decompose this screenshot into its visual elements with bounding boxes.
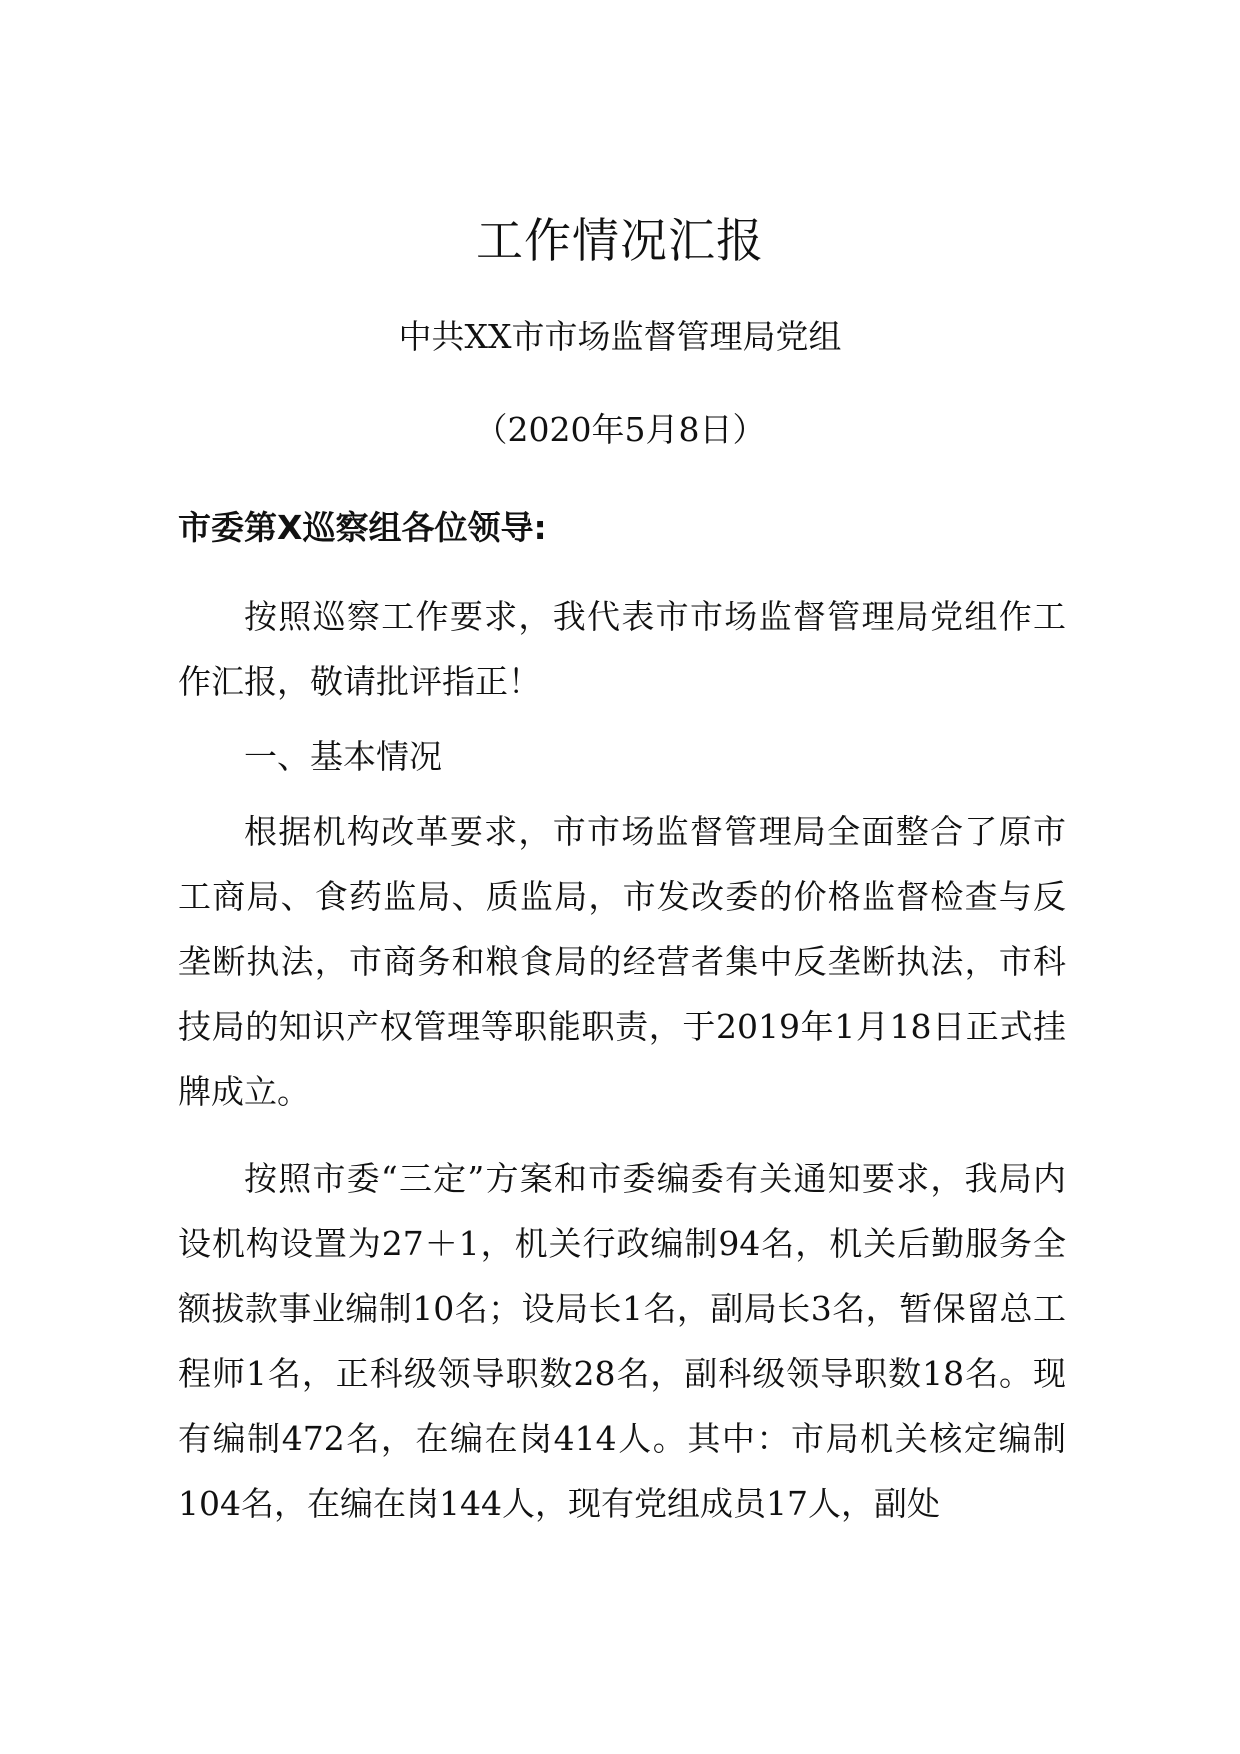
paragraph-intro: 按照巡察工作要求，我代表市市场监督管理局党组作工作汇报，敬请批评指正！ [178, 597, 1066, 701]
section-heading-basic-situation: 一、基本情况 [244, 737, 442, 776]
document-date: （2020年5月8日） [474, 410, 766, 449]
paragraph-staffing: 按照市委“三定”方案和市委编委有关通知要求，我局内设机构设置为27＋1，机关行政编制94名，机关后勤服务全额拔款事业编制10名；设局长1名，副局长3名，暂保留总工程师1名，正科级领导职数28名，副科级领导职数18名。现有编制472名，在编在岗414人。其中：市局机关核定编制104名，在编在岗144人，现有党组成员17人，副处 [178, 1159, 1066, 1523]
document-title: 工作情况汇报 [476, 214, 764, 269]
paragraph-institution-reform: 根据机构改革要求，市市场监督管理局全面整合了原市工商局、食药监局、质监局，市发改委的价格监督检查与反垄断执法，市商务和粮食局的经营者集中反垄断执法，市科技局的知识产权管理等职能职责，于2019年1月18日正式挂牌成立。 [178, 812, 1066, 1111]
salutation: 市委第X巡察组各位领导: [178, 508, 547, 547]
document-organization: 中共XX市市场监督管理局党组 [398, 317, 842, 356]
